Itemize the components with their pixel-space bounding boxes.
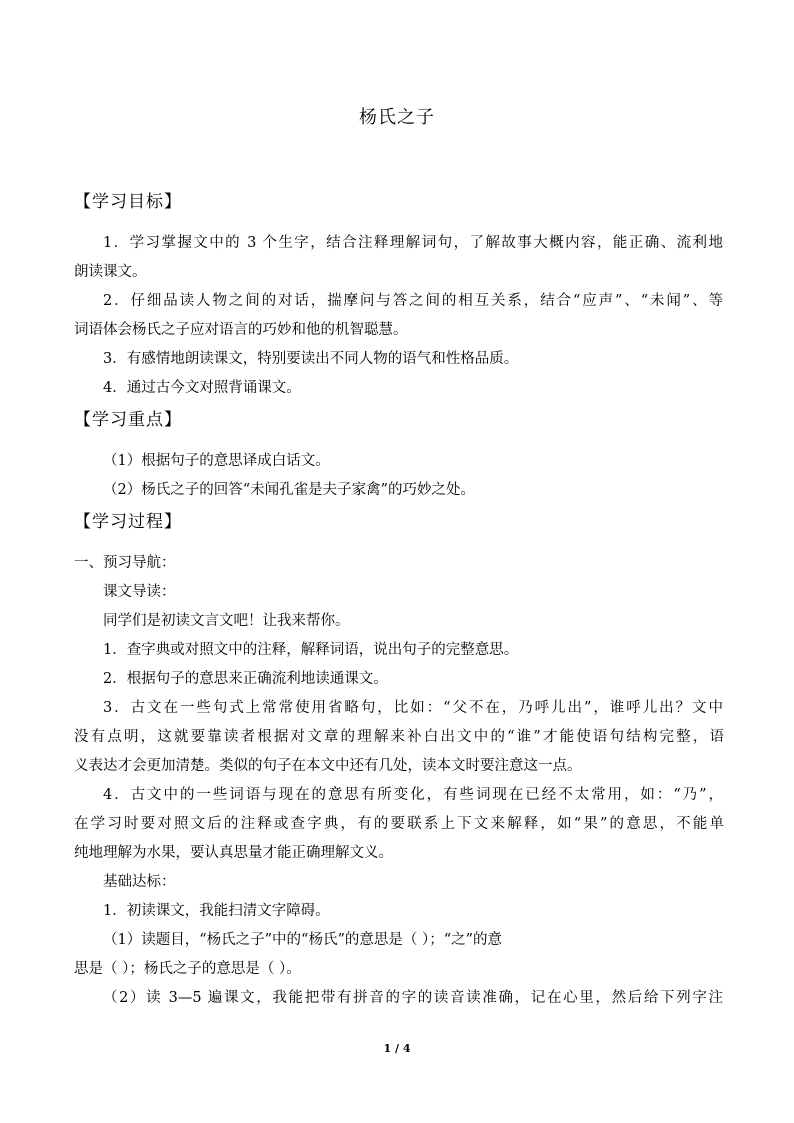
basics-question-1-line-1: （1）读题目，“杨氏之子”中的“杨氏”的意思是（ ）；“之”的意	[103, 932, 503, 948]
objective-1-line-2: 朗读课文。	[74, 264, 147, 280]
text-guide-intro: 同学们是初读文言文吧！让我来帮你。	[103, 613, 350, 629]
key-point-2: （2）杨氏之子的回答“未闻孔雀是夫子家禽”的巧妙之处。	[103, 482, 476, 498]
key-points-heading: 【学习重点】	[74, 410, 182, 430]
guide-item-3-line-1: 3．古文在一些句式上常常使用省略句，比如：“父不在，乃呼儿出”，谁呼儿出？文中	[103, 700, 723, 716]
guide-item-4-line-3: 纯地理解为水果，要认真思量才能正确理解文义。	[74, 845, 393, 861]
objectives-heading: 【学习目标】	[74, 192, 182, 212]
objective-1-line-1: 1．学习掌握文中的 3 个生字，结合注释理解词句，了解故事大概内容，能正确、流利地	[103, 235, 723, 251]
document-title: 杨氏之子	[359, 107, 435, 128]
process-heading: 【学习过程】	[74, 512, 182, 532]
text-guide-title: 课文导读：	[103, 584, 176, 600]
guide-item-3-line-3: 义表达才会更加清楚。类似的句子在本文中还有几处，读本文时要注意这一点。	[74, 758, 582, 774]
guide-item-4-line-2: 在学习时要对照文后的注释或查字典，有的要联系上下文来解释，如“果”的意思，不能单	[74, 816, 724, 832]
basics-title: 基础达标：	[103, 874, 176, 890]
objective-3: 3．有感情地朗读课文，特别要读出不同人物的语气和性格品质。	[103, 351, 519, 367]
basics-question-1-line-2: 思是（ ）；杨氏之子的意思是（ ）。	[74, 961, 301, 977]
guide-item-3-line-2: 没有点明，这就要靠读者根据对文章的理解来补白出文中的“谁”才能使语句结构完整，语	[74, 729, 724, 745]
page-number: 1 / 4	[383, 1042, 411, 1055]
preview-guide-title: 一、预习导航：	[74, 555, 176, 571]
key-point-1: （1）根据句子的意思译成白话文。	[103, 453, 330, 469]
objective-2-line-1: 2．仔细品读人物之间的对话，揣摩问与答之间的相互关系，结合“应声”、“未闻”、等	[103, 293, 723, 309]
basics-question-2: （2）读 3—5 遍课文，我能把带有拼音的字的读音读准确，记在心里，然后给下列字注	[103, 990, 723, 1006]
guide-item-1: 1．查字典或对照文中的注释，解释词语，说出句子的完整意思。	[103, 642, 519, 658]
basics-item-1: 1．初读课文，我能扫清文字障碍。	[103, 903, 330, 919]
guide-item-2: 2．根据句子的意思来正确流利地读通课文。	[103, 671, 388, 687]
objective-4: 4．通过古今文对照背诵课文。	[103, 380, 301, 396]
objective-2-line-2: 词语体会杨氏之子应对语言的巧妙和他的机智聪慧。	[74, 322, 408, 338]
guide-item-4-line-1: 4．古文中的一些词语与现在的意思有所变化，有些词现在已经不太常用，如：“乃”，	[103, 787, 723, 803]
